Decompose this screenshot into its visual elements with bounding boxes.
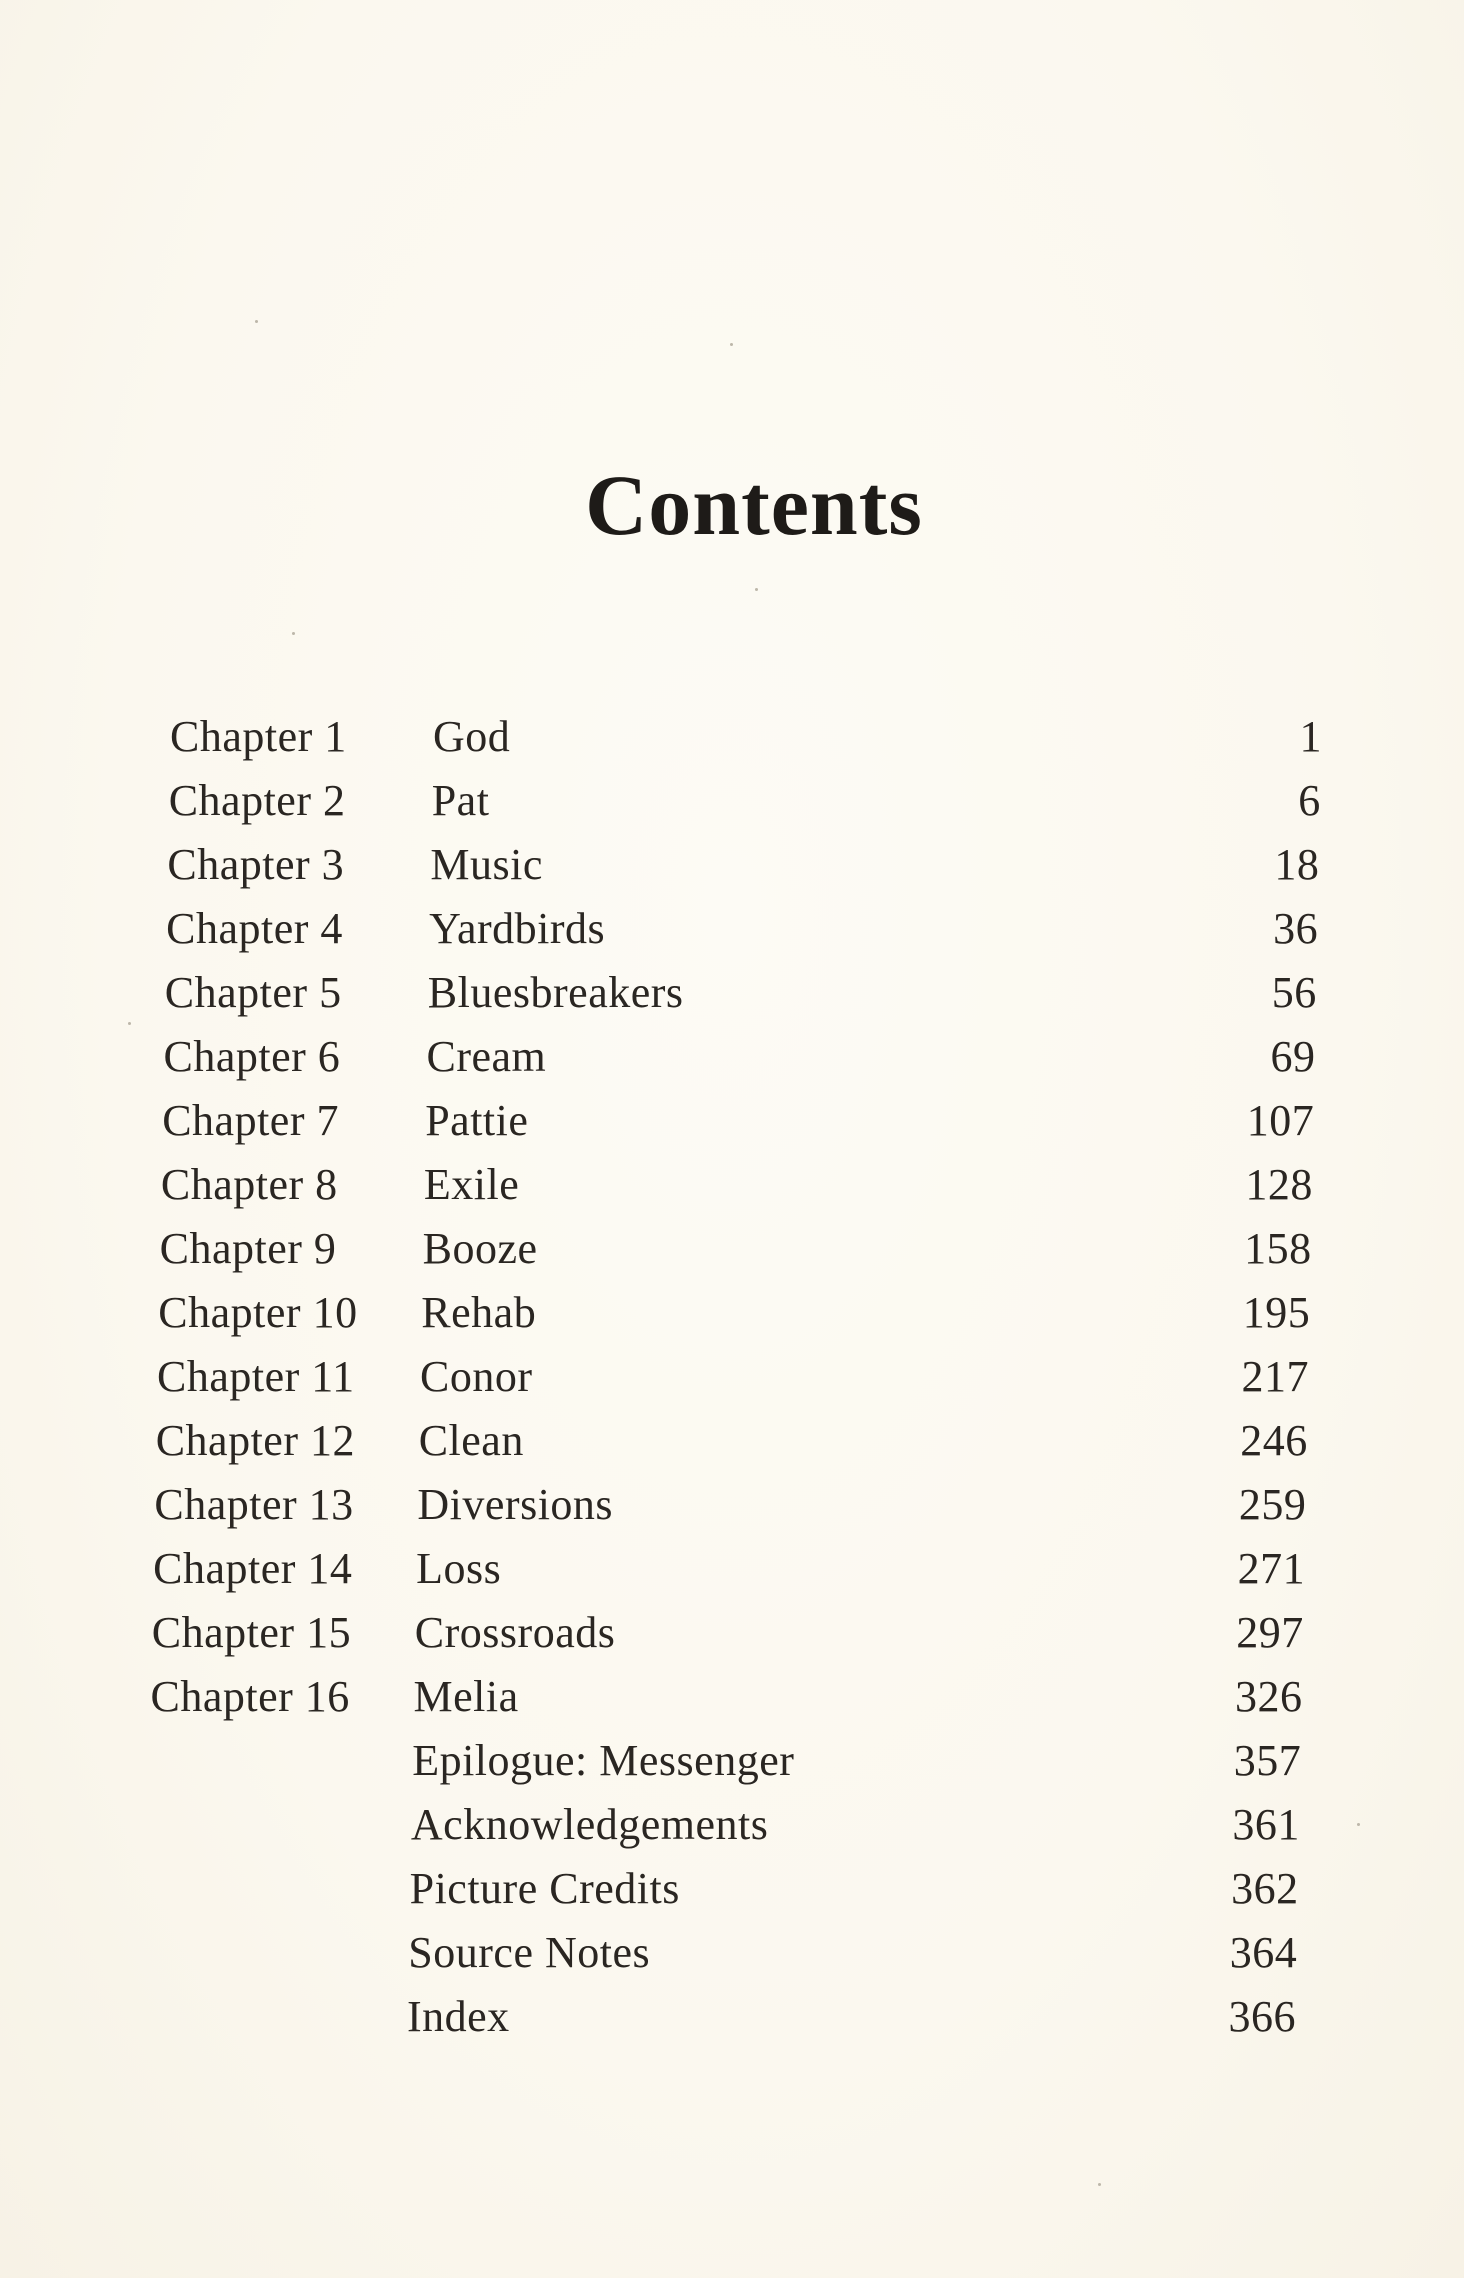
chapter-title: Diversions (417, 1480, 614, 1529)
chapter-title: Rehab (421, 1288, 537, 1337)
page-number: 297 (1236, 1608, 1304, 1657)
toc-entry (0, 1985, 1464, 2049)
chapter-title: Loss (416, 1544, 502, 1593)
chapter-title: Source Notes (408, 1928, 651, 1977)
chapter-title: Pattie (425, 1096, 529, 1145)
page-number: 366 (1228, 1992, 1296, 2041)
page-number: 36 (1273, 904, 1319, 953)
paper-speck (292, 632, 295, 635)
chapter-number: Chapter 13 (154, 1480, 354, 1529)
chapter-number: Chapter 5 (164, 968, 342, 1017)
paper-speck (255, 320, 258, 323)
toc-entry (0, 1537, 1464, 1601)
toc-entry (0, 1409, 1464, 1473)
chapter-number: Chapter 3 (167, 840, 345, 889)
page-number: 246 (1240, 1416, 1308, 1465)
page-number: 326 (1235, 1672, 1303, 1721)
toc-entry (0, 961, 1464, 1025)
chapter-title: Pat (431, 776, 490, 825)
toc-entry (0, 1793, 1464, 1857)
toc-entry (0, 1665, 1464, 1729)
paper-speck (755, 588, 758, 591)
toc-entry (0, 897, 1464, 961)
chapter-number: Chapter 12 (155, 1416, 355, 1465)
toc-entry (0, 1281, 1464, 1345)
chapter-title: Booze (422, 1224, 538, 1273)
chapter-title: Index (407, 1992, 510, 2041)
chapter-title: Clean (418, 1416, 524, 1465)
toc-entry (0, 1217, 1464, 1281)
chapter-number: Chapter 11 (157, 1352, 355, 1401)
toc-entry (0, 1089, 1464, 1153)
chapter-number: Chapter 7 (162, 1096, 339, 1145)
chapter-title: God (433, 712, 511, 761)
chapter-title: Melia (413, 1672, 519, 1721)
chapter-title: Bluesbreakers (427, 968, 684, 1017)
page-number: 6 (1298, 776, 1321, 825)
page-number: 107 (1246, 1096, 1315, 1145)
chapter-number: Chapter 14 (153, 1544, 353, 1593)
toc-entry (0, 769, 1464, 833)
page-number: 158 (1244, 1224, 1312, 1273)
toc-entry (0, 1857, 1464, 1921)
chapter-title: Crossroads (414, 1608, 616, 1657)
paper-speck (1098, 2183, 1101, 2186)
chapter-title: Picture Credits (409, 1864, 680, 1913)
page-number: 217 (1241, 1352, 1309, 1401)
toc-entry (0, 1601, 1464, 1665)
paper-speck (1357, 1823, 1360, 1826)
chapter-title: Cream (426, 1032, 547, 1081)
chapter-number: Chapter 6 (163, 1032, 341, 1081)
chapter-number: Chapter 8 (160, 1160, 338, 1209)
paper-speck (128, 1022, 131, 1025)
page-number: 271 (1237, 1544, 1306, 1593)
chapter-number: Chapter 10 (158, 1288, 358, 1337)
page-number: 1 (1299, 712, 1322, 761)
chapter-number: Chapter 1 (170, 712, 347, 761)
toc-entry (0, 1153, 1464, 1217)
chapter-number: Chapter 16 (150, 1672, 350, 1721)
page-number: 69 (1270, 1032, 1316, 1081)
page-number: 18 (1274, 840, 1320, 889)
toc-entry (0, 1025, 1464, 1089)
toc-entry (0, 1921, 1464, 1985)
chapter-number: Chapter 2 (168, 776, 346, 825)
page-number: 361 (1232, 1800, 1300, 1849)
chapter-title: Yardbirds (429, 904, 606, 953)
page-number: 195 (1242, 1288, 1311, 1337)
page-number: 364 (1229, 1928, 1298, 1977)
toc-entry (0, 705, 1464, 769)
paper-speck (730, 343, 733, 346)
chapter-title: Conor (420, 1352, 533, 1401)
page-number: 362 (1231, 1864, 1299, 1913)
chapter-number: Chapter 15 (151, 1608, 352, 1657)
page-number: 259 (1238, 1480, 1307, 1529)
toc-entry (0, 1345, 1464, 1409)
page-title: Contents (585, 457, 923, 553)
chapter-number: Chapter 9 (159, 1224, 337, 1273)
chapter-title: Acknowledgements (410, 1800, 769, 1849)
chapter-title: Exile (423, 1160, 520, 1209)
toc-entry (0, 1473, 1464, 1537)
page-number: 357 (1233, 1736, 1302, 1785)
chapter-title: Music (430, 840, 543, 889)
chapter-number: Chapter 4 (166, 904, 343, 953)
chapter-title: Epilogue: Messenger (412, 1736, 795, 1785)
toc-entry (0, 1729, 1464, 1793)
page-number: 56 (1271, 968, 1317, 1017)
toc-entry (0, 833, 1464, 897)
page-number: 128 (1245, 1160, 1313, 1209)
